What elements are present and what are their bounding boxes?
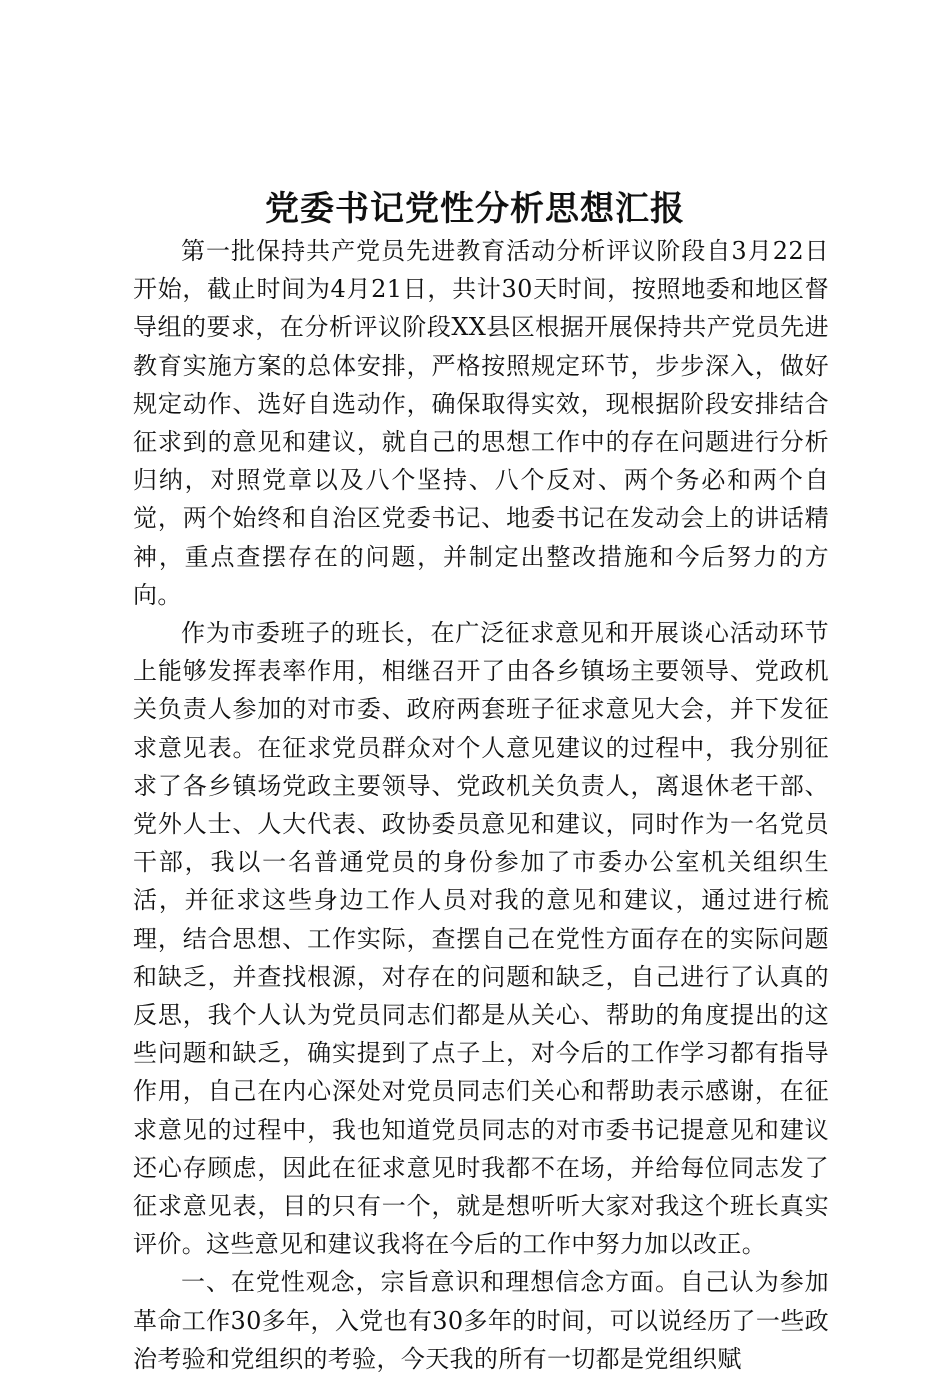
paragraph-2: 作为市委班子的班长，在广泛征求意见和开展谈心活动环节上能够发挥表率作用，相继召开了由各乡镇场主要领导、党政机关负责人参加的对市委、政府两套班子征求意见大会，并下发征求意见表。在征求党员群众对个人意见建议的过程中，我分别征求了各乡镇场党政主要领导、党政机关负责人，离退休老干部、党外人士、人大代表、政协委员意见和建议，同时作为一名党员干部，我以一名普通党员的身份参加了市委办公室机关组织生活，并征求这些身边工作人员对我的意见和建议，通过进行梳理，结合思想、工作实际，查摆自己在党性方面存在的实际问题和缺乏，并查找根源，对存在的问题和缺乏，自己进行了认真的反思，我个人认为党员同志们都是从关心、帮助的角度提出的这些问题和缺乏，确实提到了点子上，对今后的工作学习都有指导作用，自己在内心深处对党员同志们关心和帮助表示感谢，在征求意见的过程中，我也知道党员同志的对市委书记提意见和建议还心存顾虑，因此在征求意见时我都不在场，并给每位同志发了征求意见表，目的只有一个，就是想听听大家对我这个班长真实评价。这些意见和建议我将在今后的工作中努力加以改正。 — [133, 619, 829, 1259]
document-body — [133, 232, 829, 1378]
paragraph-1: 第一批保持共产党员先进教育活动分析评议阶段自3月22日开始，截止时间为4月21日，共计30天时间，按照地委和地区督导组的要求，在分析评议阶段XX县区根据开展保持共产党员先进教育实施方案的总体安排，严格按照规定环节，步步深入，做好规定动作、选好自选动作，确保取得实效，现根据阶段安排结合征求到的意见和建议，就自己的思想工作中的存在问题进行分析归纳，对照党章以及八个坚持、八个反对、两个务必和两个自觉，两个始终和自治区党委书记、地委书记在发动会上的讲话精神，重点查摆存在的问题，并制定出整改措施和今后努力的方向。 — [133, 237, 829, 609]
paragraph-3: 一、在党性观念，宗旨意识和理想信念方面。自己认为参加革命工作30多年，入党也有30多年的时间，可以说经历了一些政治考验和党组织的考验，今天我的所有一切都是党组织赋 — [133, 1268, 829, 1373]
document-title: 党委书记党性分析思想汇报 — [265, 189, 685, 229]
